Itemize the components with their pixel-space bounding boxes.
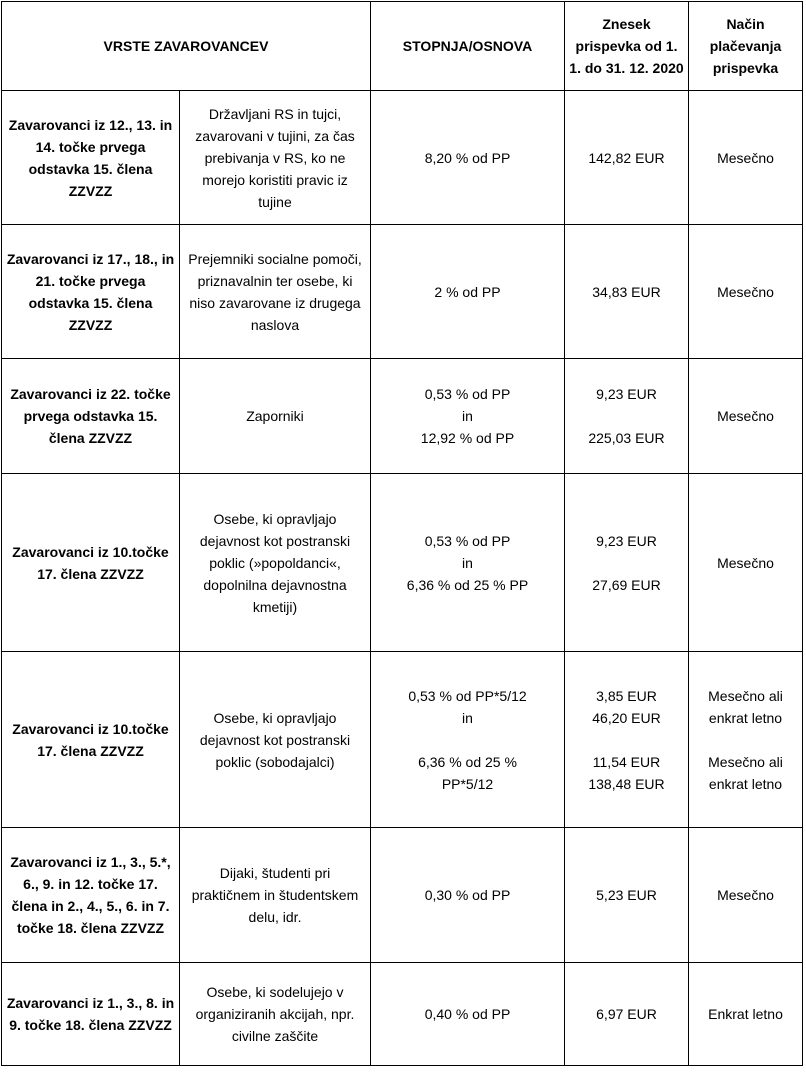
amount-line: 11,54 EUR <box>592 753 661 770</box>
amount-line: 34,83 EUR <box>592 283 661 300</box>
row-amount-cell <box>565 828 689 963</box>
row-description: Osebe, ki opravljajo dejavnost kot postranski poklic (sobodajalci) <box>180 652 371 828</box>
row-rate-cell <box>371 359 565 474</box>
row-amount-cell <box>565 359 689 474</box>
amount-line: 6,97 EUR <box>596 1006 657 1022</box>
contributions-table <box>1 1 803 1066</box>
amount-line: 225,03 EUR <box>588 430 665 446</box>
row-insured-group: Zavarovanci iz 1., 3., 5.*, 6., 9. in 12. točke 17. člena in 2., 4., 5., 6. in 7. točke 18. člena ZZVZZ <box>2 828 180 963</box>
row-description: Osebe, ki sodelujejo v organiziranih akcijah, npr. civilne zaščite <box>180 963 371 1066</box>
rate-line: 0,53 % od PP <box>424 386 511 402</box>
row-amount-cell <box>565 474 689 652</box>
table-header-row <box>2 2 803 91</box>
row-amount-cell <box>565 963 689 1066</box>
row-description: Zaporniki <box>180 359 371 474</box>
row-method-cell <box>689 474 803 652</box>
table-row <box>2 225 803 359</box>
rate-line: in <box>462 554 473 571</box>
rate-line: 0,30 % od PP <box>424 887 511 903</box>
row-method-cell <box>689 359 803 474</box>
table-row <box>2 474 803 652</box>
rate-line: 12,92 % od PP <box>420 430 515 446</box>
method-line: Mesečno ali <box>708 753 783 770</box>
row-insured-group: Zavarovanci iz 17., 18., in 21. točke prvega odstavka 15. člena ZZVZZ <box>2 225 180 359</box>
amount-line: 5,23 EUR <box>596 887 657 903</box>
amount-spacer <box>569 729 684 751</box>
row-description: Prejemniki socialne pomoči, priznavalnin ter osebe, ki niso zavarovane iz drugega naslova <box>180 225 371 359</box>
amount-line: 9,23 EUR <box>596 532 657 549</box>
table-row <box>2 963 803 1066</box>
row-amount-cell <box>565 652 689 828</box>
rate-spacer <box>375 729 560 751</box>
table-row <box>2 91 803 225</box>
amount-line: 27,69 EUR <box>592 576 661 593</box>
amount-line: 46,20 EUR <box>592 709 661 726</box>
amount-spacer <box>569 552 684 574</box>
rate-line: PP*5/12 <box>441 775 494 792</box>
rate-line: in <box>462 408 473 424</box>
rate-line: 6,36 % od 25 % PP <box>406 576 529 593</box>
rate-line: 6,36 % od 25 % <box>418 753 517 770</box>
row-rate-cell <box>371 963 565 1066</box>
method-line: Mesečno <box>717 408 774 424</box>
row-insured-group: Zavarovanci iz 10.točke 17. člena ZZVZZ <box>2 652 180 828</box>
rate-line: 0,53 % od PP <box>424 532 511 549</box>
row-description: Državljani RS in tujci, zavarovani v tujini, za čas prebivanja v RS, ko ne morejo koristiti pravic iz tujine <box>180 91 371 225</box>
amount-line: 9,23 EUR <box>596 386 657 402</box>
row-method-cell <box>689 828 803 963</box>
row-amount-cell <box>565 91 689 225</box>
table-body <box>2 91 803 1066</box>
row-method-cell <box>689 963 803 1066</box>
header-rate-base: STOPNJA/OSNOVA <box>371 2 565 91</box>
method-line: enkrat letno <box>708 709 783 726</box>
method-line: enkrat letno <box>708 775 783 792</box>
method-line: Mesečno <box>717 887 774 903</box>
amount-line: 3,85 EUR <box>596 687 657 704</box>
row-rate-cell <box>371 225 565 359</box>
row-rate-cell <box>371 652 565 828</box>
method-line: Mesečno <box>717 149 774 166</box>
amount-spacer <box>569 405 684 427</box>
row-rate-cell <box>371 828 565 963</box>
amount-line: 138,48 EUR <box>588 775 665 792</box>
header-amount: Znesek prispevka od 1. 1. do 31. 12. 2020 <box>565 2 689 91</box>
method-line: Mesečno <box>717 283 774 300</box>
rate-line: 0,53 % od PP*5/12 <box>408 687 527 704</box>
row-rate-cell <box>371 91 565 225</box>
row-description: Osebe, ki opravljajo dejavnost kot postranski poklic (»popoldanci«, dopolnilna dejavnostna kmetiji) <box>180 474 371 652</box>
rate-line: 8,20 % od PP <box>424 149 511 166</box>
header-payment-method: Način plačevanja prispevka <box>689 2 803 91</box>
table-row <box>2 359 803 474</box>
row-insured-group: Zavarovanci iz 1., 3., 8. in 9. točke 18. člena ZZVZZ <box>2 963 180 1066</box>
row-method-cell <box>689 91 803 225</box>
table-row <box>2 652 803 828</box>
row-insured-group: Zavarovanci iz 12., 13. in 14. točke prvega odstavka 15. člena ZZVZZ <box>2 91 180 225</box>
row-insured-group: Zavarovanci iz 10.točke 17. člena ZZVZZ <box>2 474 180 652</box>
row-method-cell <box>689 652 803 828</box>
row-insured-group: Zavarovanci iz 22. točke prvega odstavka 15. člena ZZVZZ <box>2 359 180 474</box>
row-rate-cell <box>371 474 565 652</box>
row-method-cell <box>689 225 803 359</box>
row-description: Dijaki, študenti pri praktičnem in študentskem delu, idr. <box>180 828 371 963</box>
rate-line: 0,40 % od PP <box>424 1006 511 1022</box>
method-line: Mesečno <box>717 554 774 571</box>
header-insured-types: VRSTE ZAVAROVANCEV <box>2 2 371 91</box>
row-amount-cell <box>565 225 689 359</box>
method-line: Mesečno ali <box>708 687 783 704</box>
rate-line: 2 % od PP <box>434 283 501 300</box>
rate-line: in <box>462 709 473 726</box>
method-line: Enkrat letno <box>708 1006 783 1022</box>
method-spacer <box>693 729 798 751</box>
amount-line: 142,82 EUR <box>588 149 665 166</box>
table-row <box>2 828 803 963</box>
